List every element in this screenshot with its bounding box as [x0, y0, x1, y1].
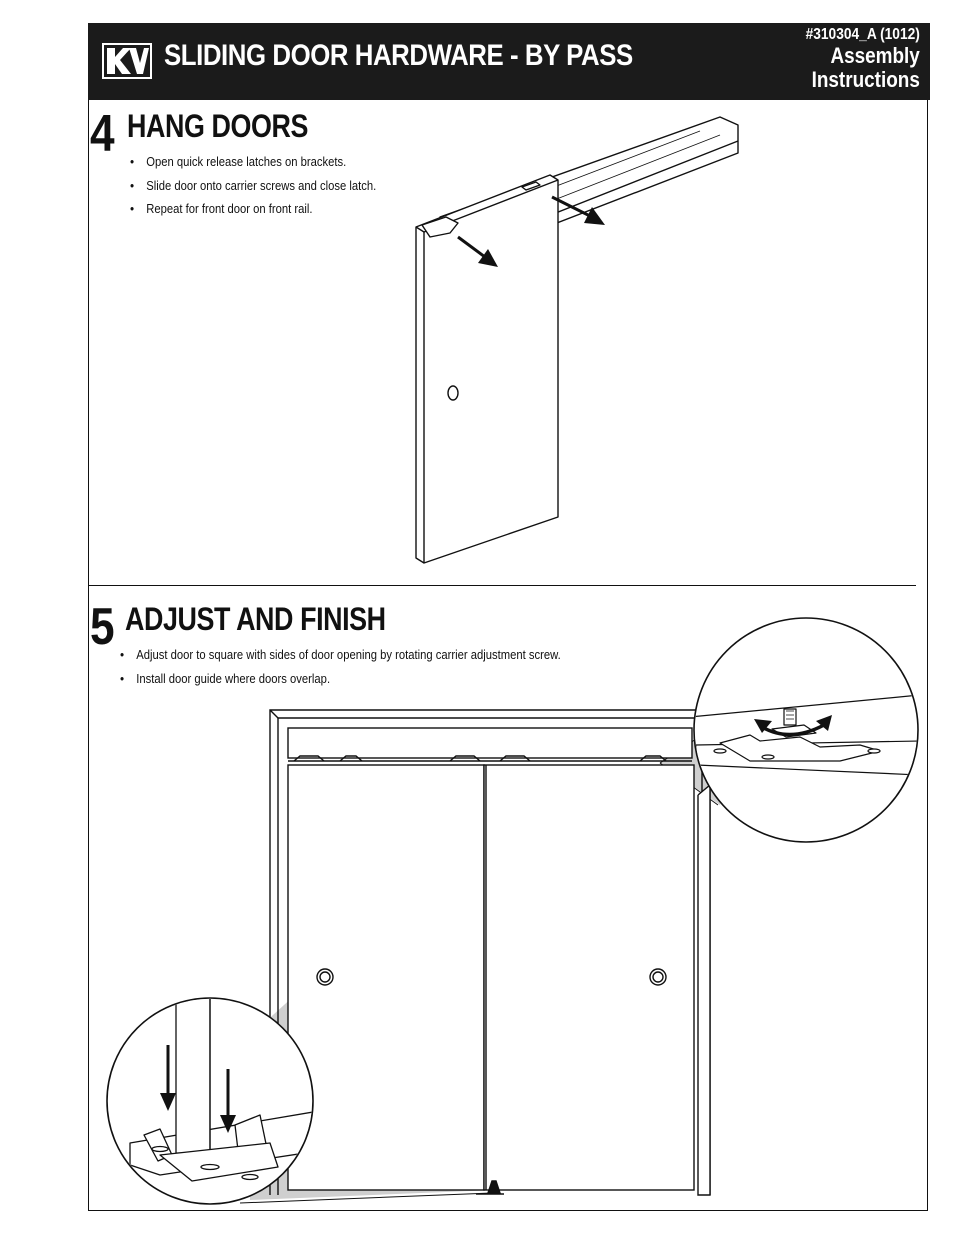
document-number: #310304_A (1012): [805, 26, 920, 43]
header-bar: [88, 23, 930, 100]
step4-bullet: • Slide door onto carrier screws and close latch.: [130, 177, 376, 201]
document-meta: [787, 26, 920, 92]
step5-number: 5: [90, 598, 115, 656]
document-type-line1: Assembly: [830, 43, 920, 68]
step5-bullet: • Adjust door to square with sides of door opening by rotating carrier adjustment screw.: [120, 646, 561, 670]
step4-bullet: • Repeat for front door on front rail.: [130, 200, 376, 224]
step4-bullet: • Open quick release latches on brackets.: [130, 153, 376, 177]
document-title: SLIDING DOOR HARDWARE - BY PASS: [164, 39, 633, 72]
adjust-finish-illustration: [100, 615, 925, 1210]
hang-door-illustration: [400, 105, 760, 575]
step5-title: ADJUST AND FINISH: [125, 601, 386, 637]
step4-title: HANG DOORS: [127, 108, 308, 144]
carrier-adjustment-callout: [690, 618, 920, 842]
step4-number: 4: [90, 105, 115, 163]
step5-bullet: • Install door guide where doors overlap.: [120, 670, 561, 694]
step4-bullet-list: [130, 153, 404, 224]
kv-logo: [102, 43, 152, 79]
document-type-line2: Instructions: [811, 67, 920, 92]
section-divider: [88, 585, 916, 586]
